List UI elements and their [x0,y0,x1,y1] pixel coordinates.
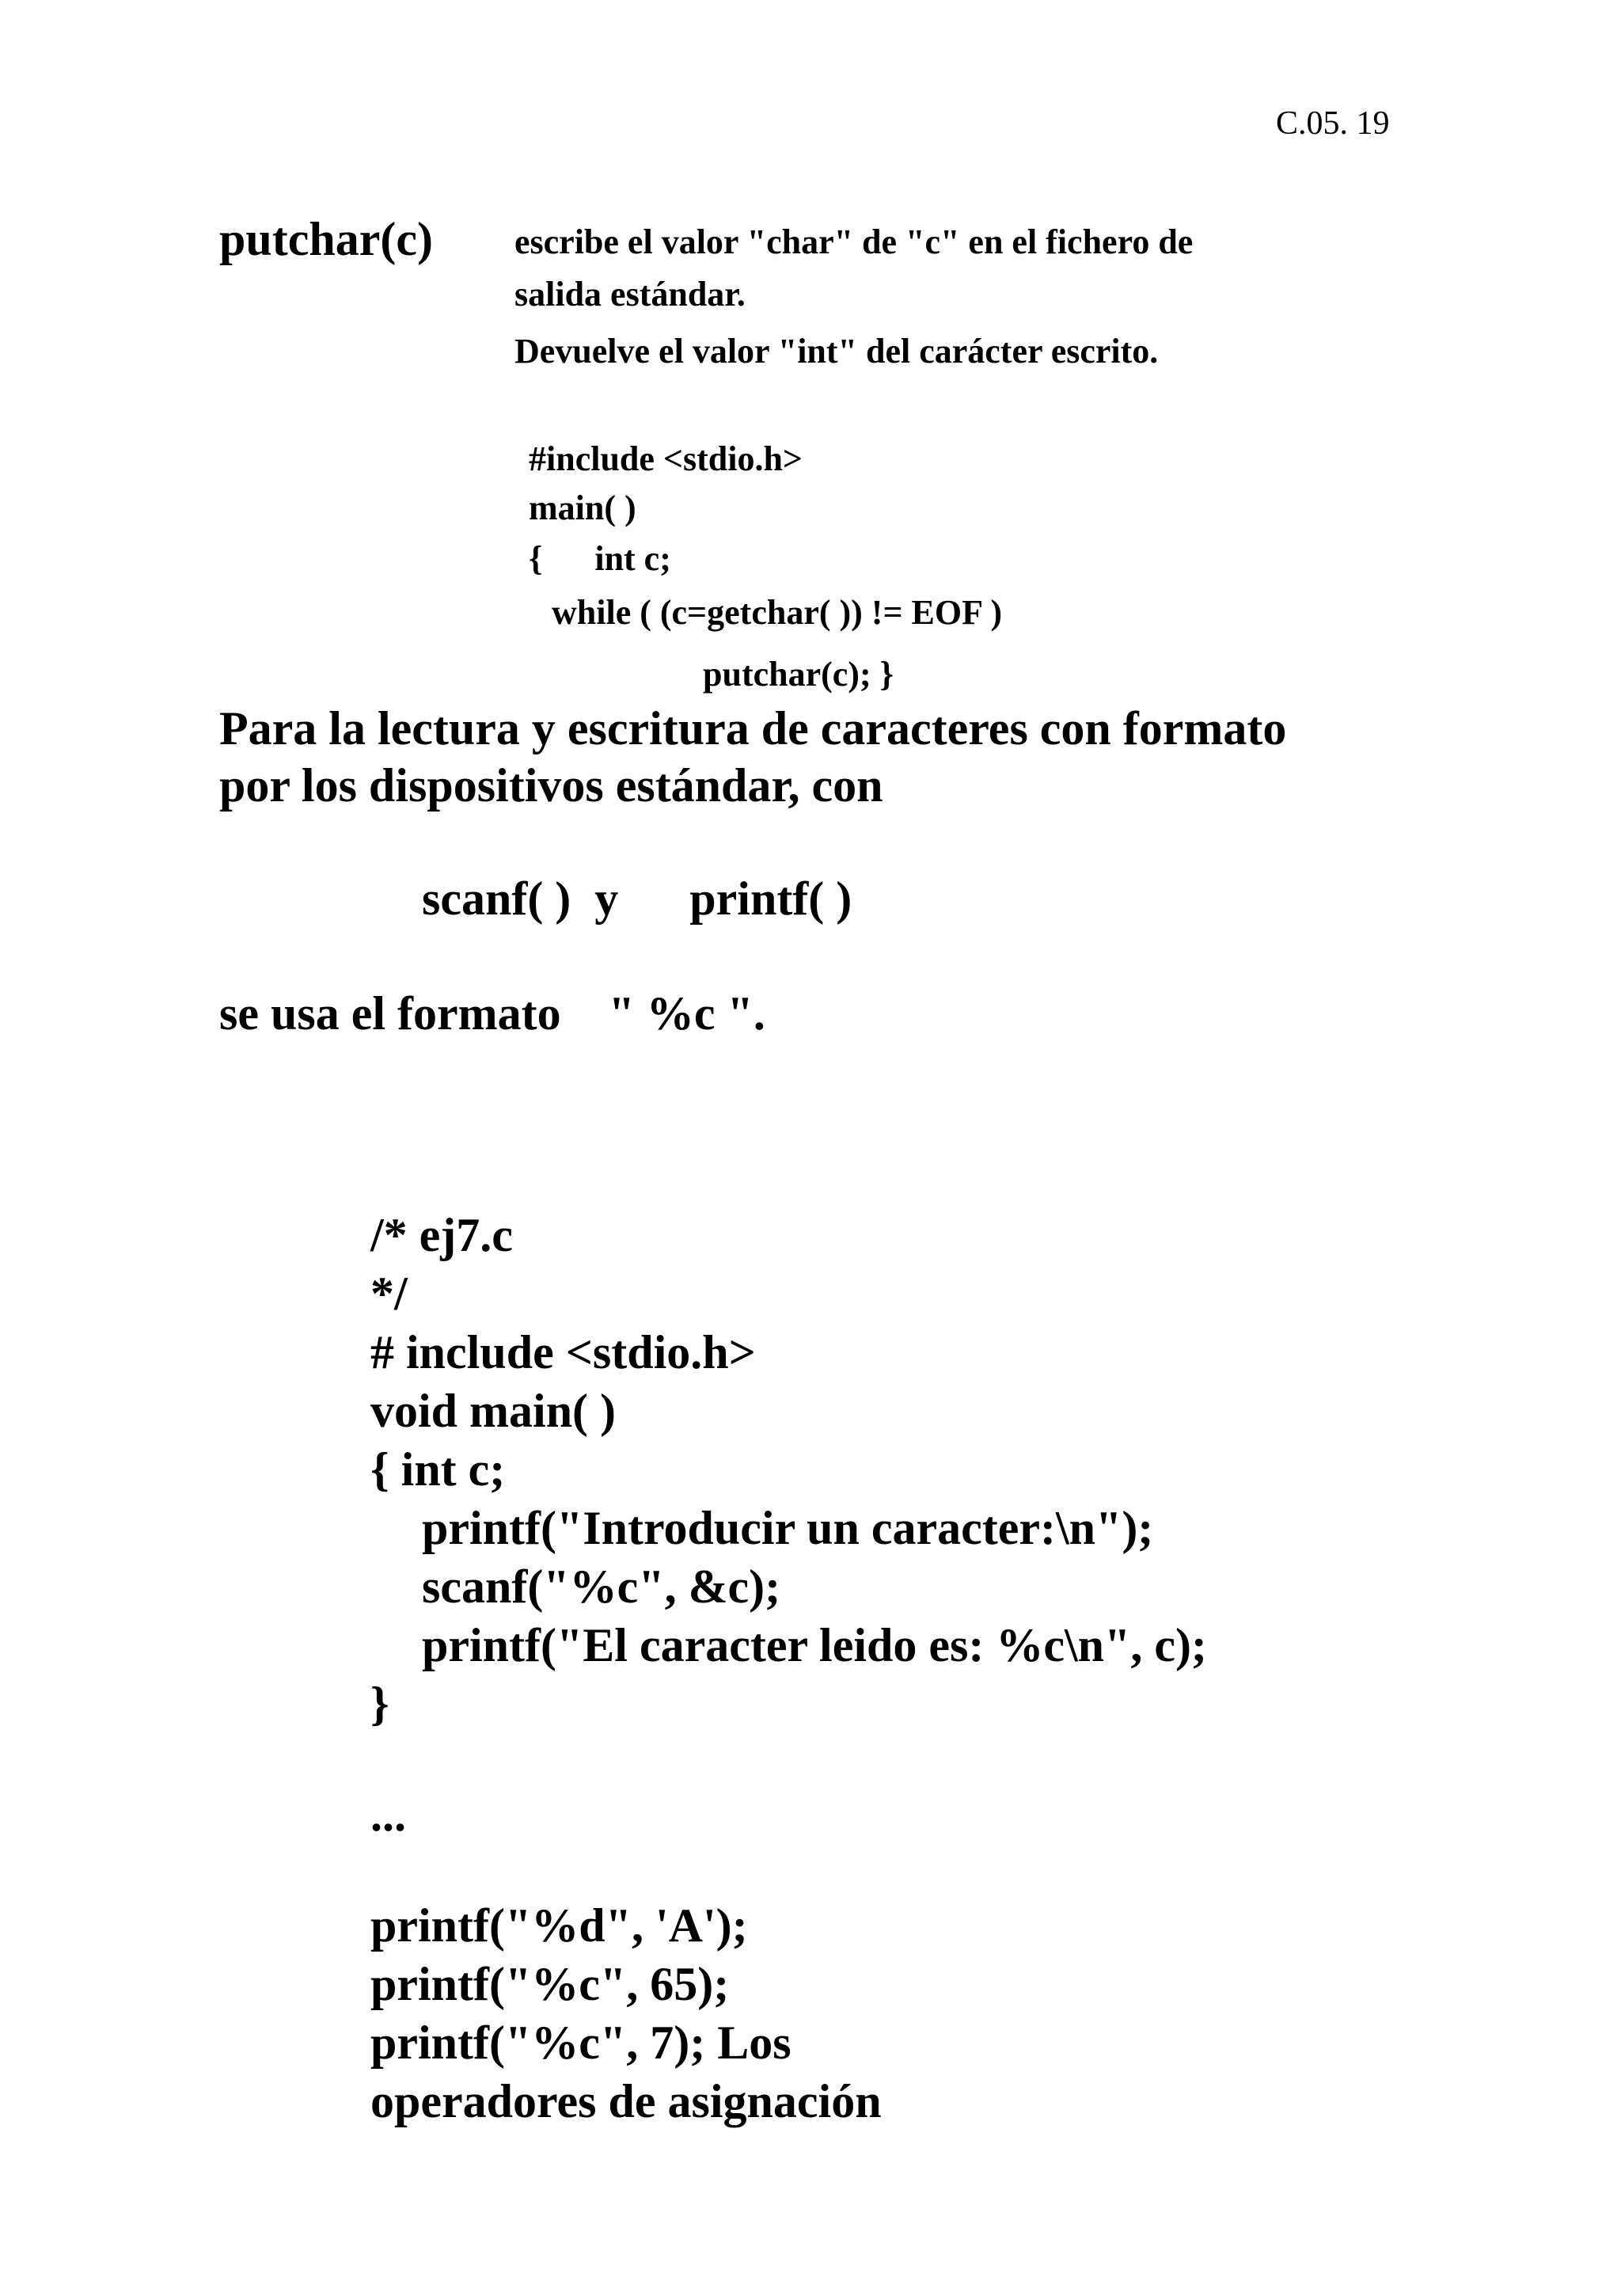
example-code-line-3: # include <stdio.h> [370,1326,756,1378]
putchar-code-line-4: while ( (c=getchar( )) != EOF ) [552,593,1002,632]
example-code-line-5: { int c; [370,1443,506,1496]
example-code-line-8: printf("El caracter leido es: %c\n", c); [422,1619,1207,1671]
formatted-io-functions: scanf( ) y printf( ) [422,872,852,925]
example-extra-line-1: printf("%d", 'A'); [370,1899,748,1952]
putchar-code-line-3: { int c; [529,539,671,578]
example-code-line-2: */ [370,1268,408,1320]
example-code-line-6: printf("Introducir un caracter:\n"); [422,1502,1154,1554]
page-number: C.05. 19 [1276,105,1390,142]
putchar-description-line-1: escribe el valor "char" de "c" en el fichero de [514,222,1194,261]
formatted-io-format-line: se usa el formato " %c ". [219,987,765,1040]
putchar-code-line-5: putchar(c); } [703,655,894,694]
putchar-heading: putchar(c) [219,213,433,265]
formatted-io-paragraph-line-2: por los dispositivos estándar, con [219,759,883,812]
example-code-line-9: } [370,1678,389,1730]
example-code-line-1: /* ej7.c [370,1209,513,1261]
example-extra-line-4: operadores de asignación [370,2075,882,2127]
example-extra-line-3: printf("%c", 7); Los [370,2017,792,2069]
putchar-code-line-2: main( ) [529,488,636,527]
putchar-code-line-1: #include <stdio.h> [529,439,803,478]
example-code-line-7: scanf("%c", &c); [422,1560,781,1613]
formatted-io-paragraph-line-1: Para la lectura y escritura de caracteres con formato [219,702,1287,755]
putchar-description-line-2: salida estándar. [514,275,746,314]
example-code-ellipsis: ... [370,1789,406,1841]
example-code-line-4: void main( ) [370,1385,617,1437]
putchar-description-line-3: Devuelve el valor "int" del carácter escrito. [514,332,1159,371]
example-extra-line-2: printf("%c", 65); [370,1958,730,2010]
